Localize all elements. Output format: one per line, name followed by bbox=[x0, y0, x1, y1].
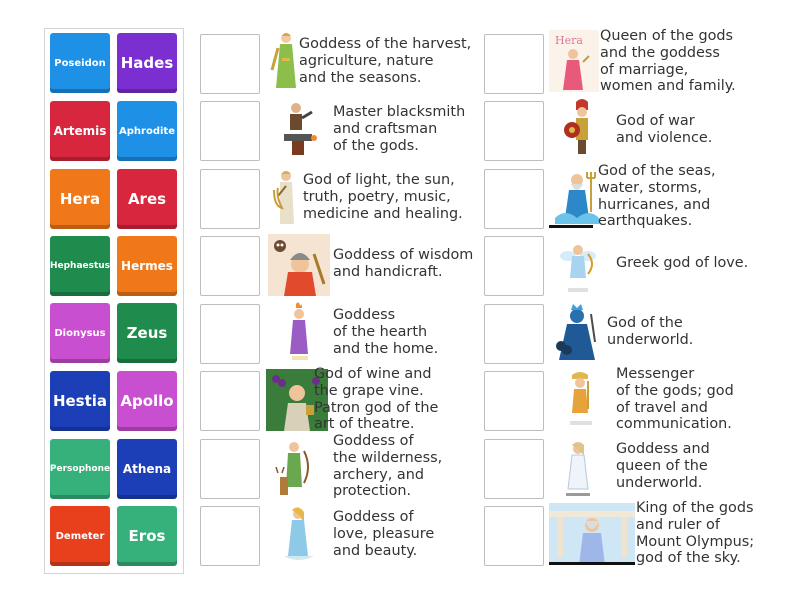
clue-right-4: Greek god of love. bbox=[616, 255, 749, 271]
drop-slot-right-8[interactable] bbox=[484, 506, 544, 566]
clue-left-6: God of wine and the grape vine. Patron god of the art of theatre. bbox=[314, 366, 439, 433]
ares-warrior-icon bbox=[558, 98, 620, 160]
artemis-deer-icon bbox=[268, 437, 330, 499]
clue-left-3: God of light, the sun, truth, poetry, music, medicine and healing. bbox=[303, 172, 463, 222]
clue-left-8: Goddess of love, pleasure and beauty. bbox=[333, 509, 435, 559]
drop-slot-left-7[interactable] bbox=[200, 439, 260, 499]
drop-slot-right-4[interactable] bbox=[484, 236, 544, 296]
clue-right-3: God of the seas, water, storms, hurricanes, and earthquakes. bbox=[598, 163, 716, 230]
drop-slot-left-6[interactable] bbox=[200, 371, 260, 431]
drop-slot-left-1[interactable] bbox=[200, 34, 260, 94]
drop-slot-right-2[interactable] bbox=[484, 101, 544, 161]
drop-slot-right-5[interactable] bbox=[484, 304, 544, 364]
tile-apollo[interactable]: Apollo bbox=[117, 371, 177, 431]
svg-text:Hera: Hera bbox=[555, 34, 583, 47]
tile-zeus[interactable]: Zeus bbox=[117, 303, 177, 363]
tile-hermes[interactable]: Hermes bbox=[117, 236, 177, 296]
clue-right-7: Goddess and queen of the underworld. bbox=[616, 441, 710, 491]
drop-slot-right-7[interactable] bbox=[484, 439, 544, 499]
tile-dionysus[interactable]: Dionysus bbox=[50, 303, 110, 363]
aphrodite-figure-icon bbox=[274, 504, 336, 566]
clue-left-4: Goddess of wisdom and handicraft. bbox=[333, 247, 474, 280]
hermes-figure-icon bbox=[556, 369, 618, 431]
drop-slot-left-3[interactable] bbox=[200, 169, 260, 229]
drop-slot-left-5[interactable] bbox=[200, 304, 260, 364]
tile-hades[interactable]: Hades bbox=[117, 33, 177, 93]
tile-athena[interactable]: Athena bbox=[117, 439, 177, 499]
tile-persophone[interactable]: Persophone bbox=[50, 439, 110, 499]
hestia-figure-icon bbox=[274, 302, 336, 364]
hades-cerberus-icon bbox=[551, 302, 613, 364]
tile-poseidon[interactable]: Poseidon bbox=[50, 33, 110, 93]
tile-aphrodite[interactable]: Aphrodite bbox=[117, 101, 177, 161]
clue-left-1: Goddess of the harvest, agriculture, nature and the seasons. bbox=[299, 36, 472, 86]
drop-slot-left-8[interactable] bbox=[200, 506, 260, 566]
clue-right-6: Messenger of the gods; god of travel and communication. bbox=[616, 366, 734, 433]
clue-right-1: Queen of the gods and the goddess of marriage, women and family. bbox=[600, 28, 736, 95]
drop-slot-left-2[interactable] bbox=[200, 101, 260, 161]
word-bank bbox=[44, 28, 184, 574]
clue-right-2: God of war and violence. bbox=[616, 113, 713, 146]
eros-cupid-icon bbox=[554, 234, 616, 296]
tile-artemis[interactable]: Artemis bbox=[50, 101, 110, 161]
persephone-figure-icon bbox=[552, 437, 614, 499]
drop-slot-right-6[interactable] bbox=[484, 371, 544, 431]
clue-right-5: God of the underworld. bbox=[607, 315, 694, 348]
tile-demeter[interactable]: Demeter bbox=[50, 506, 110, 566]
clue-left-2: Master blacksmith and craftsman of the gods. bbox=[333, 104, 466, 154]
zeus-temple-icon bbox=[549, 503, 635, 565]
drop-slot-right-1[interactable] bbox=[484, 34, 544, 94]
clue-right-8: King of the gods and ruler of Mount Olympus; god of the sky. bbox=[636, 500, 755, 567]
tile-eros[interactable]: Eros bbox=[117, 506, 177, 566]
tile-hephaestus[interactable]: Hephaestus bbox=[50, 236, 110, 296]
hephaestus-blacksmith-icon bbox=[272, 98, 334, 160]
drop-slot-right-3[interactable] bbox=[484, 169, 544, 229]
athena-owl-icon bbox=[268, 234, 330, 296]
drop-slot-left-4[interactable] bbox=[200, 236, 260, 296]
clue-left-7: Goddess of the wilderness, archery, and protection. bbox=[333, 433, 443, 500]
clue-left-5: Goddess of the hearth and the home. bbox=[333, 307, 439, 357]
tile-hera[interactable]: Hera bbox=[50, 169, 110, 229]
tile-hestia[interactable]: Hestia bbox=[50, 371, 110, 431]
tile-ares[interactable]: Ares bbox=[117, 169, 177, 229]
